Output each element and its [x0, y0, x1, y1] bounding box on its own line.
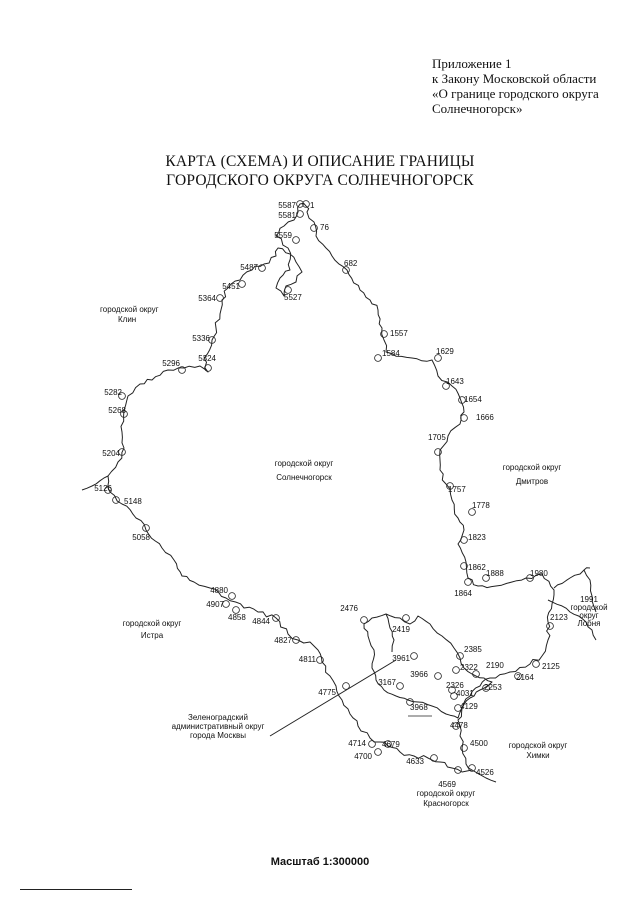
point-label: 5126: [94, 484, 112, 493]
point-label: 1666: [476, 413, 494, 422]
district-label-istra: [123, 619, 182, 640]
point-label: 5204: [102, 449, 120, 458]
point-marker: [431, 755, 438, 762]
point-label: 4844: [252, 617, 270, 626]
district-label-klin: [100, 305, 159, 324]
point-label: 1705: [428, 433, 446, 442]
point-marker: [217, 295, 224, 302]
title-line-2: ГОРОДСКОГО ОКРУГА СОЛНЕЧНОГОРСК: [166, 172, 474, 189]
point-marker: [369, 741, 376, 748]
point-label: 5527: [284, 293, 302, 302]
district-label-line: Клин: [118, 315, 137, 324]
footer-rule: [20, 889, 132, 890]
zelenograd-leader: [270, 660, 396, 736]
point-label: 4526: [476, 768, 494, 777]
point-marker: [375, 355, 382, 362]
annex-line: к Закону Московской области: [432, 71, 597, 86]
district-label-krasnogorsk: [417, 789, 476, 808]
point-label: 2164: [516, 673, 534, 682]
point-marker: [533, 661, 540, 668]
point-label: 5296: [162, 359, 180, 368]
annex-line: Солнечногорск»: [432, 101, 523, 116]
point-label: 4500: [470, 739, 488, 748]
point-label: 3966: [410, 670, 428, 679]
point-label: 2326: [446, 681, 464, 690]
point-marker: [293, 237, 300, 244]
point-label: 1862: [468, 563, 486, 572]
point-label: 3167: [378, 678, 396, 687]
point-label: 4775: [318, 688, 336, 697]
point-label: 2322: [460, 663, 478, 672]
point-marker: [343, 683, 350, 690]
point-marker: [435, 673, 442, 680]
point-marker: [411, 653, 418, 660]
district-label-khimki: [509, 741, 568, 760]
boundary-lines: [82, 203, 599, 782]
point-label: 4811: [298, 655, 316, 664]
point-label: 5487: [240, 263, 258, 272]
point-marker: [361, 617, 368, 624]
point-label: 5364: [198, 294, 216, 303]
point-marker: [229, 593, 236, 600]
point-label: 5587: [278, 201, 296, 210]
district-label-line: Солнечногорск: [276, 473, 332, 482]
point-label: 2385: [464, 645, 482, 654]
district-label-zelenograd: [172, 713, 265, 740]
district-label-line: городской округ: [274, 459, 334, 468]
point-label: 4858: [228, 613, 246, 622]
point-label: 1980: [530, 569, 548, 578]
district-label-line: 1991: [580, 595, 598, 604]
point-label: 1888: [486, 569, 504, 578]
point-marker: [453, 667, 460, 674]
point-label: 1584: [382, 349, 400, 358]
point-label: 1643: [446, 377, 464, 386]
point-marker: [375, 749, 382, 756]
point-label: 1: [310, 201, 315, 210]
point-label: 2253: [484, 683, 502, 692]
point-label: 1778: [472, 501, 490, 510]
point-label: 2476: [340, 604, 358, 613]
point-marker: [461, 415, 468, 422]
point-label: 1757: [448, 485, 466, 494]
point-label: 5148: [124, 497, 142, 506]
point-marker: [317, 657, 324, 664]
point-marker: [397, 683, 404, 690]
point-label: 5451: [222, 282, 240, 291]
point-marker: [403, 615, 410, 622]
district-label-line: города Москвы: [190, 731, 246, 740]
point-label: 682: [344, 259, 358, 268]
point-marker: [465, 579, 472, 586]
district-label-line: Химки: [526, 751, 550, 760]
point-label: 1654: [464, 395, 482, 404]
point-label: 4700: [354, 752, 372, 761]
district-label-line: городской округ: [502, 463, 562, 472]
map-scale: Масштаб 1:300000: [270, 856, 370, 868]
point-label: 1864: [454, 589, 472, 598]
district-label-line: Истра: [140, 631, 164, 640]
point-label: 5581: [278, 211, 296, 220]
point-label: 5268: [108, 406, 126, 415]
point-label: 76: [320, 223, 329, 232]
point-label: 5559: [274, 231, 292, 240]
point-label: 5282: [104, 388, 122, 397]
district-label-line: городской округ: [122, 619, 182, 628]
point-label: 4907: [206, 600, 224, 609]
point-label: 4569: [438, 780, 456, 789]
point-label: 4679: [382, 740, 400, 749]
district-label-line: городской: [570, 603, 608, 612]
point-marker: [461, 537, 468, 544]
district-label-line: административный округ: [171, 722, 265, 731]
point-label: 1557: [390, 329, 408, 338]
point-label: 3968: [410, 703, 428, 712]
point-label: 4031: [456, 689, 474, 698]
point-label: 1629: [436, 347, 454, 356]
point-label: 4633: [406, 757, 424, 766]
point-label: 2125: [542, 662, 560, 671]
annex-line: Приложение 1: [432, 56, 512, 71]
point-label: 5336: [192, 334, 210, 343]
point-label: 4129: [460, 702, 478, 711]
district-label-line: округ: [579, 611, 599, 620]
title-line-1: КАРТА (СХЕМА) И ОПИСАНИЕ ГРАНИЦЫ: [165, 153, 475, 170]
point-label: 2190: [486, 661, 504, 670]
point-label: 4478: [450, 721, 468, 730]
district-label-line: Зеленоградский: [188, 713, 248, 722]
point-label: 2419: [392, 625, 410, 634]
district-label-line: Дмитров: [515, 477, 549, 486]
point-label: 1823: [468, 533, 486, 542]
district-label-line: городской округ: [100, 305, 159, 314]
point-label: 4827: [274, 636, 292, 645]
district-label-line: городской округ: [508, 741, 568, 750]
district-label-line: городской округ: [416, 789, 476, 798]
point-label: 3961: [392, 654, 410, 663]
point-label: 5324: [198, 354, 216, 363]
district-label-line: Лобня: [577, 619, 601, 628]
district-label-dmitrov: [503, 463, 562, 486]
boundary-point-labels: [94, 201, 568, 789]
annex-line: «О границе городского округа: [432, 86, 599, 101]
district-label-line: Красногорск: [423, 799, 469, 808]
district-label-solnechnogorsk: [275, 459, 334, 482]
point-label: 2123: [550, 613, 568, 622]
point-label: 4714: [348, 739, 366, 748]
district-labels: [100, 305, 608, 808]
point-label: 5058: [132, 533, 150, 542]
point-label: 4880: [210, 586, 228, 595]
district-label-lobnya: [570, 595, 607, 628]
